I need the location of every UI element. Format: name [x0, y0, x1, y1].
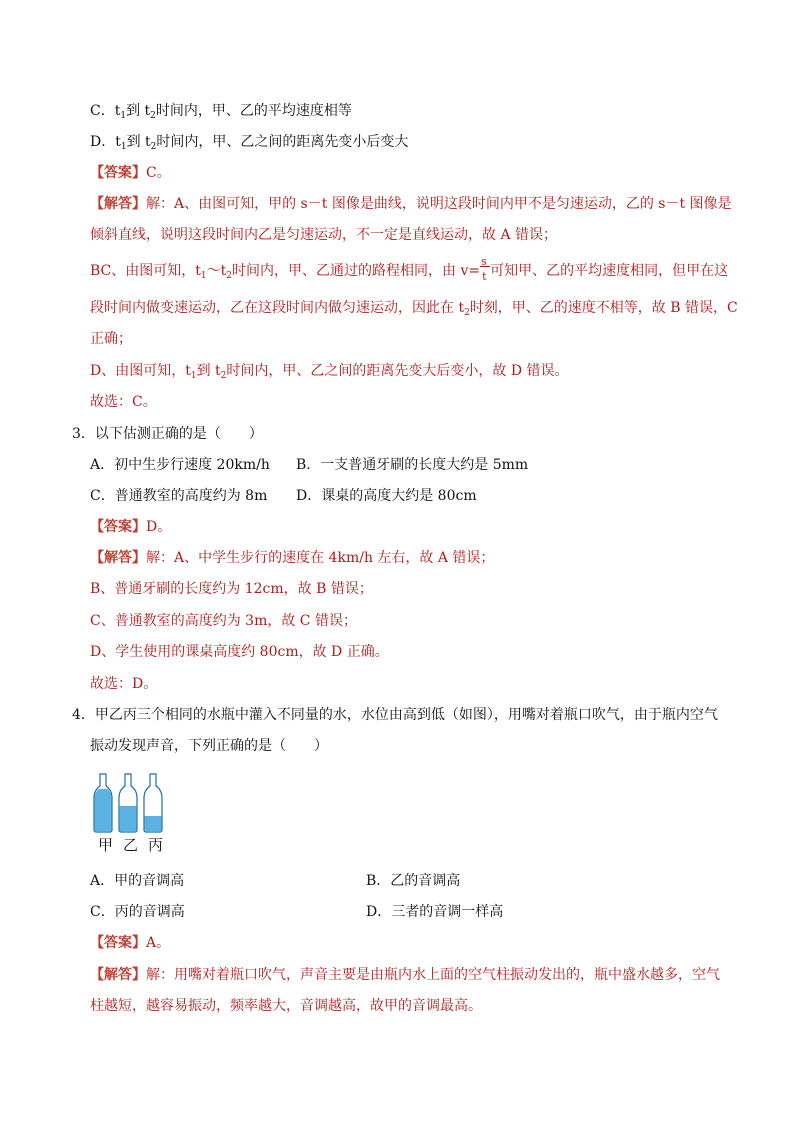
- q3-answer: 【答案】D。: [90, 519, 172, 535]
- q4-option-d: D．三者的音调一样高: [366, 904, 504, 920]
- q3-analysis-line-3: C、普通教室的高度约为 3m，故 C 错误；: [90, 613, 357, 629]
- q2-analysis-line-1: 【解答】解：A、由图可知，甲的 s－t 图像是曲线，说明这段时间内甲不是匀速运动，乙的 s－t 图像是: [90, 196, 732, 212]
- q3-analysis-line-2: B、普通牙刷的长度约为 12cm，故 B 错误；: [90, 581, 373, 597]
- q2-option-d: D．$t_1$到 $t_2$时间内，甲、乙之间的距离先变小后变大: [90, 134, 409, 152]
- q2-analysis-line-2: 倾斜直线，说明这段时间内乙是匀速运动，不一定是直线运动，故 A 错误；: [90, 227, 558, 243]
- velocity-fraction: $\frac{s}{t}$: [480, 259, 490, 279]
- q3-analysis-line-1: 【解答】解：A、中学生步行的速度在 4km/h 左右，故 A 错误；: [90, 550, 495, 566]
- q4-stem-line-1: 4．甲乙丙三个相同的水瓶中灌入不同量的水，水位由高到低（如图），用嘴对着瓶口吹气，由于瓶内空气: [72, 707, 718, 723]
- q2-analysis-d: D、由图可知，$t_1$到 $t_2$时间内，甲、乙之间的距离先变大后变小，故 D 错误。: [90, 363, 569, 381]
- bottle-yi: [119, 774, 137, 832]
- q4-stem-line-2: 振动发现声音，下列正确的是（ ）: [90, 738, 328, 754]
- q4-answer: 【答案】A。: [90, 935, 171, 951]
- q3-option-a: A．初中生步行速度 20km/h: [90, 457, 270, 473]
- q2-analysis-bc-line-2: 段时间内做变速运动，乙在这段时间内做匀速运动，因此在 $t_2$时刻，甲、乙的速度不相等，故 B 错误，C: [90, 300, 738, 318]
- q4-analysis-line-2: 柱越短，越容易振动，频率越大，音调越高，故甲的音调最高。: [90, 998, 482, 1014]
- q4-option-a: A．甲的音调高: [90, 873, 185, 889]
- q2-conclusion: 故选：C。: [90, 394, 157, 410]
- q3-analysis-line-4: D、学生使用的课桌高度约 80cm，故 D 正确。: [90, 644, 389, 660]
- q3-option-d: D．课桌的高度大约是 80cm: [296, 488, 477, 504]
- q2-option-c: C．$t_1$到 $t_2$时间内，甲、乙的平均速度相等: [90, 103, 352, 121]
- three-bottles-figure: [92, 772, 164, 834]
- q4-option-c: C．丙的音调高: [90, 904, 185, 920]
- bottle-bing: [144, 774, 162, 832]
- q2-analysis-bc-line-1: BC、由图可知，$t_1\sim t_2$时间内，甲、乙通过的路程相同，由 v= $\frac{s}{t}$ 可知甲、乙的平均速度相同，但甲在这: [90, 255, 729, 283]
- q3-stem: 3．以下估测正确的是（ ）: [72, 426, 263, 442]
- q2-answer: 【答案】C。: [90, 165, 171, 181]
- bottle-labels: 甲乙丙: [98, 836, 174, 854]
- q4-option-b: B．乙的音调高: [366, 873, 461, 889]
- q3-conclusion: 故选：D。: [90, 676, 158, 692]
- q2-analysis-bc-line-3: 正确；: [90, 331, 132, 347]
- q3-option-b: B．一支普通牙刷的长度大约是 5mm: [296, 457, 529, 473]
- q3-option-c: C．普通教室的高度约为 8m: [90, 488, 268, 504]
- q4-analysis-line-1: 【解答】解：用嘴对着瓶口吹气，声音主要是由瓶内水上面的空气柱振动发出的，瓶中盛水越多，空气: [90, 967, 720, 983]
- bottle-jia: [94, 774, 112, 832]
